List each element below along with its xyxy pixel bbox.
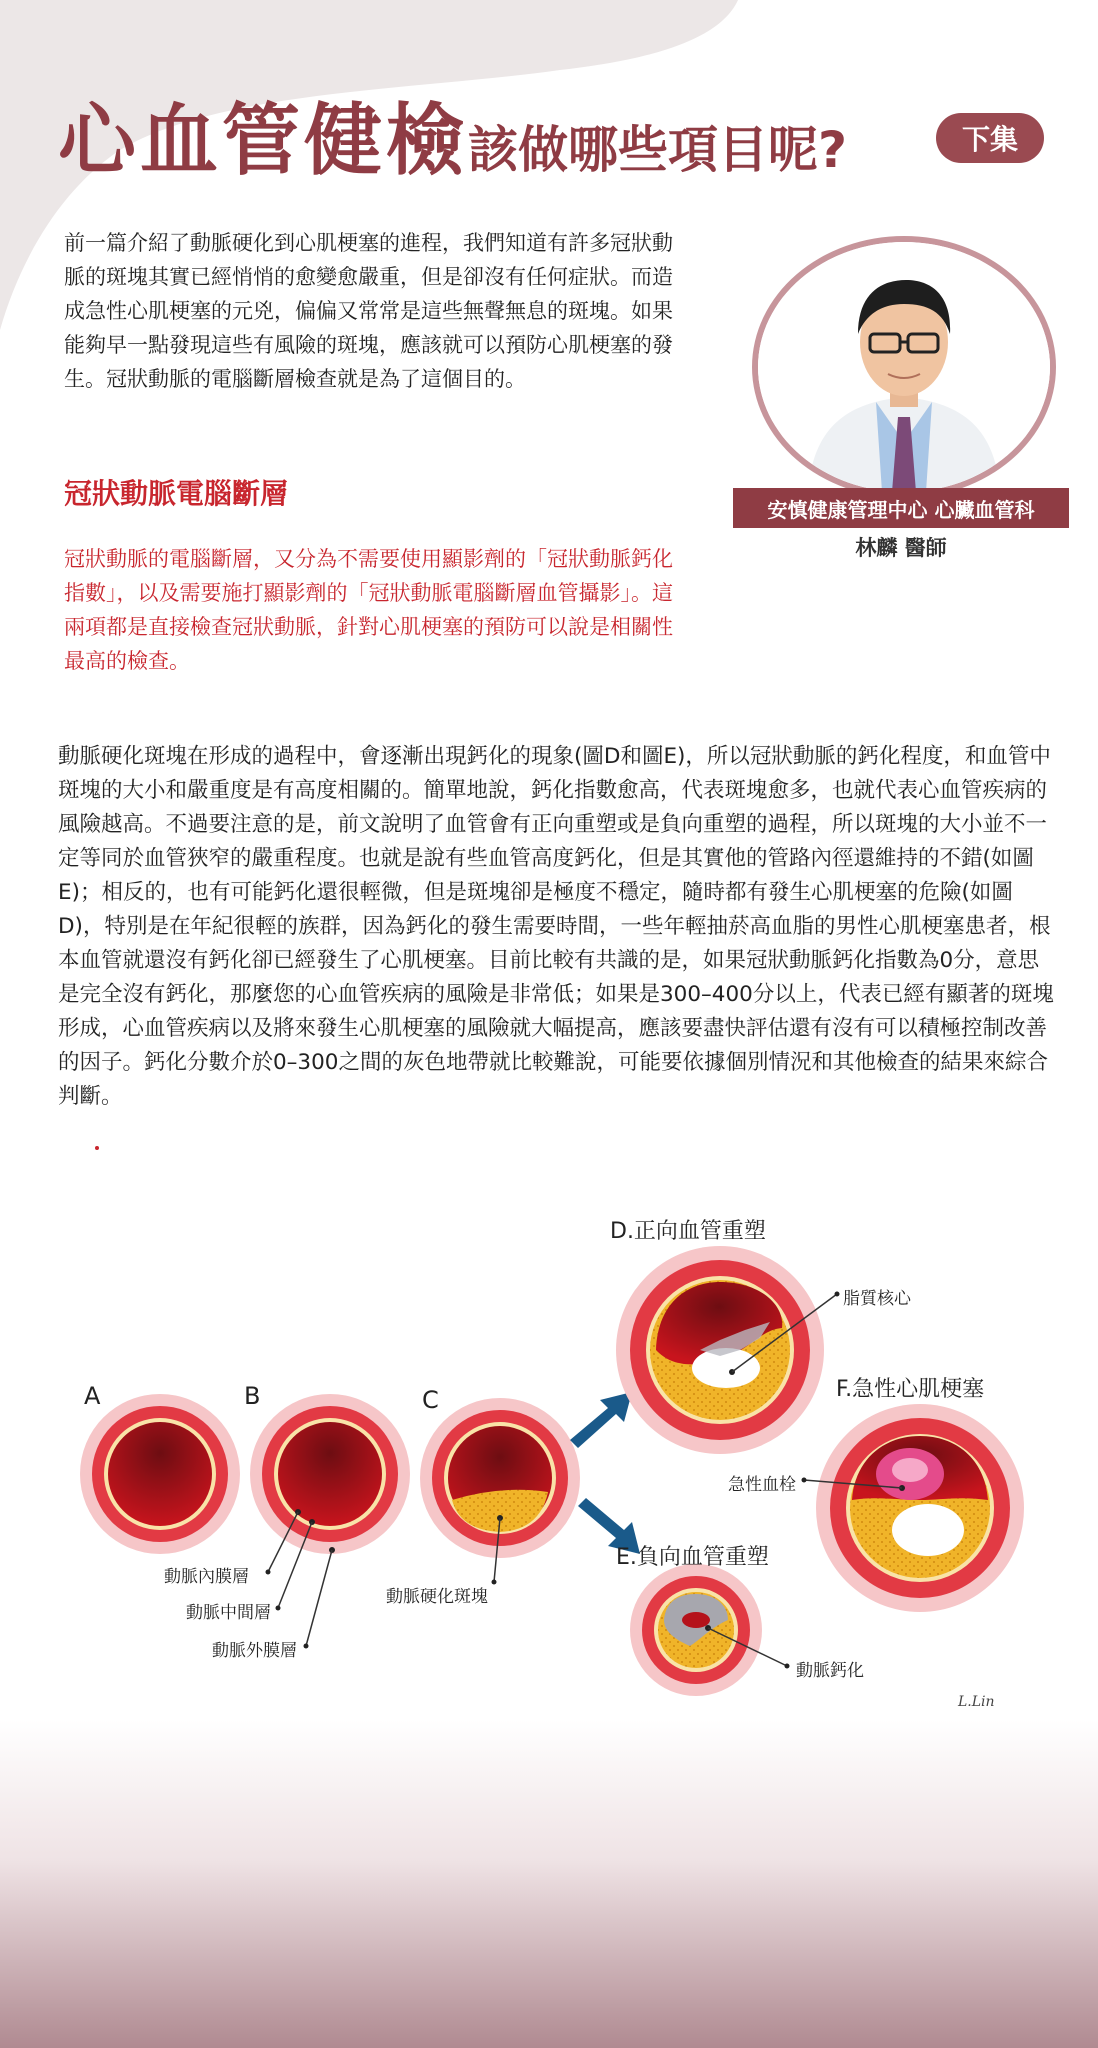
label-b: B — [244, 1382, 261, 1410]
label-c: C — [422, 1386, 439, 1414]
title-sub: 該做哪些項目呢? — [468, 121, 848, 179]
label-lipid-core: 脂質核心 — [843, 1289, 911, 1309]
red-dot — [95, 1146, 99, 1150]
section-heading: 冠狀動脈電腦斷層 — [64, 477, 289, 510]
artery-diagram-graphic — [60, 1200, 1040, 1720]
progression-arrows — [570, 1392, 640, 1554]
artery-a — [80, 1394, 240, 1554]
artery-e — [630, 1564, 790, 1696]
label-f: F.急性心肌梗塞 — [836, 1377, 985, 1402]
label-media: 動脈中間層 — [186, 1603, 271, 1623]
intro-paragraph: 前一篇介紹了動脈硬化到心肌梗塞的進程，我們知道有許多冠狀動脈的斑塊其實已經悄悄的愈變愈嚴重，但是卻沒有任何症狀。而造成急性心肌梗塞的元兇，偏偏又常常是這些無聲無息的斑塊。如果能夠早一點發現這些有風險的斑塊，應該就可以預防心肌梗塞的發生。冠狀動脈的電腦斷層檢查就是為了這個目的。 — [64, 231, 673, 391]
artery-d — [616, 1246, 840, 1454]
doctor-name: 林麟 醫師 — [855, 536, 947, 560]
illustrator-signature: L.Lin — [958, 1694, 995, 1710]
doctor-photo — [752, 236, 1056, 498]
title-main: 心血管健檢 — [58, 96, 469, 186]
artery-f — [802, 1404, 1025, 1612]
label-e: E.負向血管重塑 — [616, 1545, 769, 1570]
artery-b — [250, 1394, 410, 1649]
label-plaque: 動脈硬化斑塊 — [386, 1587, 488, 1607]
body-paragraph: 動脈硬化斑塊在形成的過程中，會逐漸出現鈣化的現象(圖D和圖E)，所以冠狀動脈的鈣化程度，和血管中斑塊的大小和嚴重度是有高度相關的。簡單地說，鈣化指數愈高，代表斑塊愈多，也就代表心血管疾病的風險越高。不過要注意的是，前文說明了血管會有正向重塑或是負向重塑的過程，所以斑塊的大小並不一定等同於血管狹窄的嚴重程度。也就是說有些血管高度鈣化，但是其實他的管路內徑還維持的不錯(如圖E)；相反的，也有可能鈣化還很輕微，但是斑塊卻是極度不穩定，隨時都有發生心肌梗塞的危險(如圖D)，特別是在年紀很輕的族群，因為鈣化的發生需要時間，一些年輕抽菸高血脂的男性心肌梗塞患者，根本血管就還沒有鈣化卻已經發生了心肌梗塞。目前比較有共識的是，如果冠狀動脈鈣化指數為0分，意思是完全沒有鈣化，那麼您的心血管疾病的風險是非常低；如果是300–400分以上，代表已經有顯著的斑塊形成，心血管疾病以及將來發生心肌梗塞的風險就大幅提高，應該要盡快評估還有沒有可以積極控制改善的因子。鈣化分數介於0–300之間的灰色地帶就比較難說，可能要依據個別情況和其他檢查的結果來綜合判斷。 — [58, 744, 1054, 1109]
label-d: D.正向血管重塑 — [610, 1219, 766, 1244]
artery-c — [420, 1398, 580, 1585]
doctor-portrait-image — [758, 242, 1050, 492]
label-a: A — [84, 1382, 101, 1410]
section-paragraph: 冠狀動脈的電腦斷層，又分為不需要使用顯影劑的「冠狀動脈鈣化指數」，以及需要施打顯影劑的「冠狀動脈電腦斷層血管攝影」。這兩項都是直接檢查冠狀動脈，針對心肌梗塞的預防可以說是相關性最高的檢查。 — [64, 547, 673, 673]
label-adventitia: 動脈外膜層 — [212, 1641, 297, 1661]
episode-badge: 下集 — [936, 113, 1044, 163]
label-thrombus: 急性血栓 — [728, 1475, 796, 1495]
label-calcification: 動脈鈣化 — [796, 1661, 864, 1681]
page-title — [58, 78, 847, 190]
artery-diagram — [60, 1200, 1040, 1720]
label-intima: 動脈內膜層 — [164, 1567, 249, 1587]
doctor-department: 安慎健康管理中心 心臟血管科 — [733, 488, 1069, 528]
